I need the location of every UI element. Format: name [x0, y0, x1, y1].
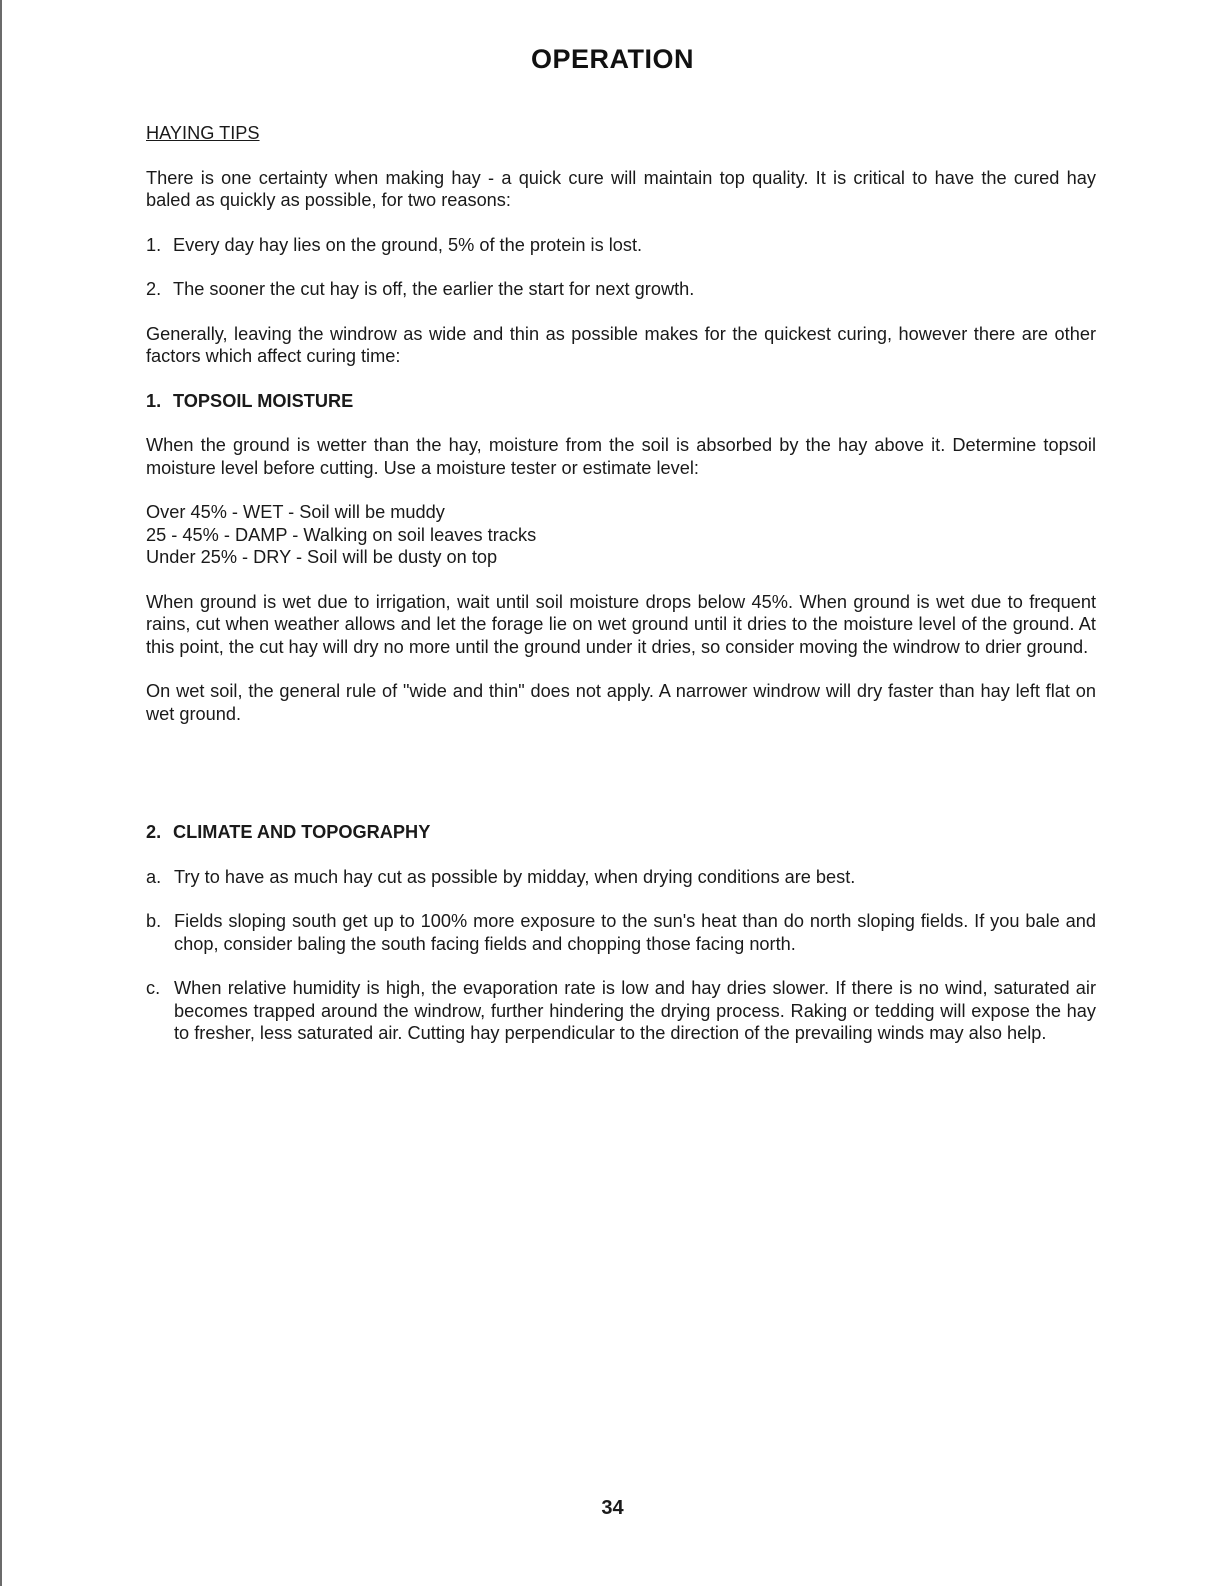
topsoil-intro: When the ground is wetter than the hay, moisture from the soil is absorbed by the hay above it. Determine topsoil moisture level before cutting. Use a moisture tester or estimate level: [146, 435, 1096, 478]
haying-tips-intro: There is one certainty when making hay - a quick cure will maintain top quality. It is critical to have the cured hay baled as quickly as possible, for two reasons: [146, 167, 1096, 210]
climate-item [146, 977, 1096, 1045]
climate-item-letter: b. [146, 911, 162, 931]
reason-number: 2. [146, 279, 162, 299]
subheading-number: 2. [146, 822, 162, 842]
climate-item-text: Fields sloping south get up to 100% more exposure to the sun's heat than do north sloping fields. If you bale and chop, consider baling the south facing fields and chopping those facing north. [174, 911, 1096, 954]
page-number: 34 [601, 1497, 624, 1519]
moisture-level-list [146, 501, 1096, 569]
climate-item [146, 866, 1096, 889]
moisture-level-item: 25 - 45% - DAMP - Walking on soil leaves tracks [146, 524, 537, 545]
subheading-climate-topography [146, 821, 1096, 844]
section-spacer [146, 747, 1096, 821]
climate-item-letter: c. [146, 978, 161, 998]
climate-item-text: When relative humidity is high, the evaporation rate is low and hay dries slower. If there is no wind, saturated air becomes trapped around the windrow, further hindering the drying process. Raking or tedding will expose the hay to fresher, less saturated air. Cutting hay perpendicular to the direction of the prevailing winds may also help. [174, 978, 1096, 1043]
moisture-level-item: Over 45% - WET - Soil will be muddy [146, 502, 445, 522]
climate-item-letter: a. [146, 866, 162, 887]
reason-item [146, 234, 1096, 257]
wet-soil-rule-paragraph: On wet soil, the general rule of "wide and thin" does not apply. A narrower windrow will dry faster than hay left flat on wet ground. [146, 681, 1096, 724]
reason-text: The sooner the cut hay is off, the earlier the start for next growth. [173, 279, 695, 299]
subheading-text: TOPSOIL MOISTURE [173, 390, 354, 411]
wet-ground-paragraph: When ground is wet due to irrigation, wait until soil moisture drops below 45%. When ground is wet due to frequent rains, cut when weather allows and let the forage lie on wet ground until it dries to the moisture level of the ground. At this point, the cut hay will dry no more until the ground under it dries, so consider moving the windrow to drier ground. [146, 591, 1096, 657]
curing-factors-intro: Generally, leaving the windrow as wide and thin as possible makes for the quickest curing, however there are other factors which affect curing time: [146, 323, 1096, 366]
reason-item [146, 278, 1096, 301]
reason-number: 1. [146, 234, 162, 255]
subheading-number: 1. [146, 390, 162, 411]
reason-text: Every day hay lies on the ground, 5% of the protein is lost. [173, 234, 643, 255]
subheading-topsoil-moisture [146, 390, 1096, 413]
moisture-level-item: Under 25% - DRY - Soil will be dusty on top [146, 547, 498, 567]
climate-item-text: Try to have as much hay cut as possible by midday, when drying conditions are best. [174, 866, 856, 887]
page-edge [0, 0, 2, 1586]
subheading-text: CLIMATE AND TOPOGRAPHY [173, 822, 431, 842]
page-content [146, 122, 1096, 1067]
section-heading-haying-tips: HAYING TIPS [146, 123, 260, 143]
page-title: OPERATION [530, 44, 694, 74]
climate-item [146, 910, 1096, 955]
